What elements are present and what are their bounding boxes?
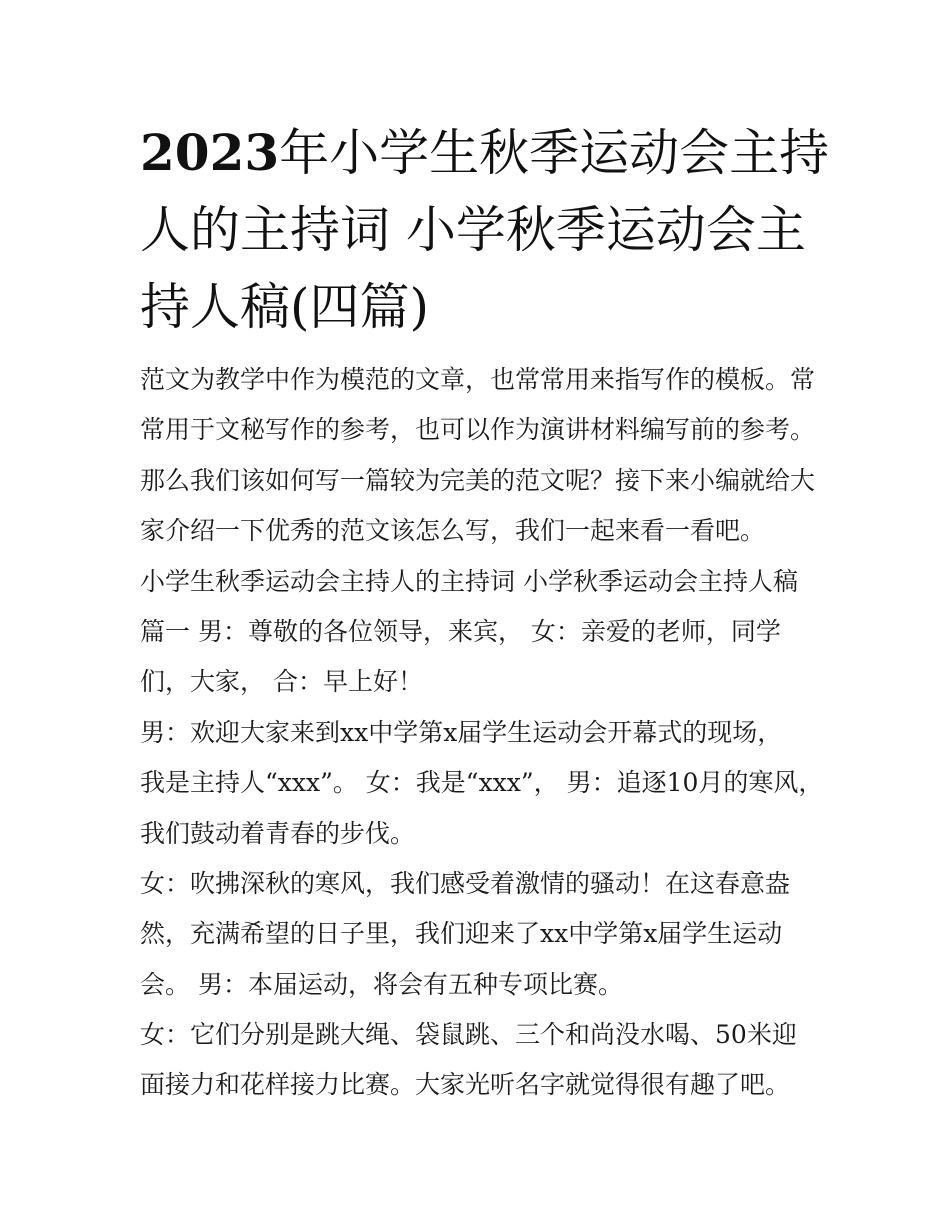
body-line: 们，大家， 合：早上好！ [140,667,423,697]
title-line-1-text: 年小学生秋季运动会主持 [279,124,830,182]
title-line-2: 人的主持词 小学秋季运动会主 [140,201,806,259]
body-line: 篇一 男：尊敬的各位领导，来宾， 女：亲爱的老师，同学 [140,616,781,646]
body-line: 我是主持人“xxx”。 女：我是“xxx”， 男：追逐10月的寒风， [140,768,824,798]
title-line-1 [140,114,830,192]
title-year: 2023 [140,123,280,182]
body-line: 女：它们分别是跳大绳、袋鼠跳、三个和尚没水喝、50米迎 [140,1020,797,1050]
body-line: 男：欢迎大家来到xx中学第x届学生运动会开幕式的现场， [140,717,783,747]
title-line-3: 持人稿(四篇) [140,278,430,336]
body-line: 范文为教学中作为模范的文章，也常常用来指写作的模板。常 [140,365,816,394]
body-line: 我们鼓动着青春的步伐。 [140,818,416,848]
body-line: 会。 男：本届运动，将会有五种专项比赛。 [140,969,623,999]
body-line: 面接力和花样接力比赛。大家光听名字就觉得很有趣了吧。 [140,1070,791,1100]
document-body [140,355,840,1111]
body-line: 家介绍一下优秀的范文该怎么写，我们一起来看一看吧。 [140,516,766,546]
body-line: 常用于文秘写作的参考，也可以作为演讲材料编写前的参考。 [140,415,816,445]
body-line: 然，充满希望的日子里，我们迎来了xx中学第x届学生运动 [140,919,783,949]
body-line: 那么我们该如何写一篇较为完美的范文呢？接下来小编就给大 [140,465,816,495]
document-title [140,114,830,346]
body-line: 小学生秋季运动会主持人的主持词 小学秋季运动会主持人稿 [140,566,798,596]
body-line: 女：吹拂深秋的寒风，我们感受着激情的骚动！在这春意盎 [140,868,791,898]
